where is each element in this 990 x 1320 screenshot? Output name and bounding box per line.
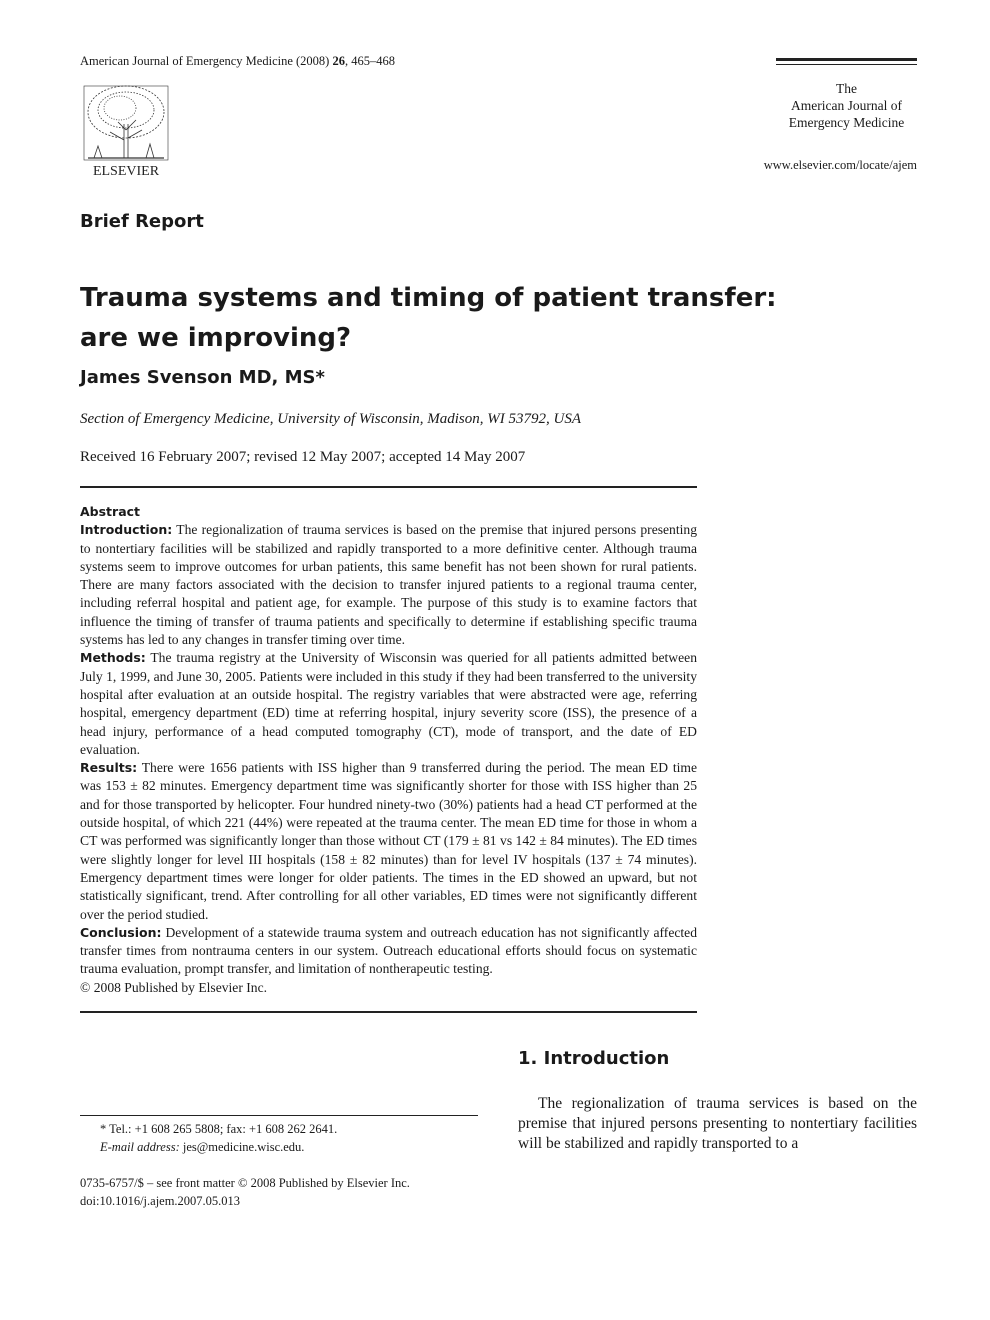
elsevier-tree-logo: [80, 80, 172, 178]
citation-volume: 26: [332, 54, 345, 68]
abstract-introduction: [80, 521, 697, 649]
journal-name-line3: Emergency Medicine: [788, 115, 905, 130]
abstract-methods: [80, 649, 697, 759]
journal-name-line2: American Journal of: [791, 98, 902, 113]
abstract-rule-bottom: [80, 1011, 697, 1013]
footnote-email: [80, 1138, 478, 1156]
introduction-text: The regionalization of trauma services is based on the premise that injured persons presenting to nontertiary facilities will be stabilized and rapidly transported to a more definitive center. Although trauma systems seem to improve outcomes for urban patients, this same benefit has not been shown for rural patients. There are many factors associated with the decision to transfer injured patients to a regional trauma center, including referral hospital and patient age, for example. The purpose of this study is to examine factors that influence the timing of transfer of trauma patients and specifically to determine if establishing specific trauma systems has led to any changes in transfer timing over time.: [80, 522, 697, 648]
email-address[interactable]: jes@medicine.wisc.edu.: [179, 1140, 305, 1154]
introduction-paragraph: The regionalization of trauma services is based on the premise that injured persons presenting to nontertiary facilities will be stabilized and rapidly transported to a: [518, 1095, 917, 1152]
front-matter: [80, 1174, 410, 1210]
doi-line[interactable]: doi:10.1016/j.ajem.2007.05.013: [80, 1194, 241, 1208]
title-line-1: Trauma systems and timing of patient transfer:: [80, 283, 777, 313]
journal-masthead: [776, 80, 917, 131]
conclusion-text: Development of a statewide trauma system and outreach education has not significantly affected transfer times from nontrauma centers in our system. Outreach educational efforts should focus on systematic trauma evaluation, prompt transfer, and limitation of nontherapeutic testing.: [80, 924, 697, 977]
author-footnote: [80, 1120, 478, 1156]
elsevier-wordmark: ELSEVIER: [92, 164, 160, 178]
section-label: Brief Report: [80, 211, 204, 232]
article-dates: Received 16 February 2007; revised 12 May 2007; accepted 14 May 2007: [80, 449, 526, 465]
masthead-rule-thin: [776, 64, 917, 65]
email-label: E-mail address:: [100, 1140, 180, 1154]
author-name[interactable]: James Svenson MD, MS*: [80, 367, 325, 388]
abstract-rule-top: [80, 486, 697, 488]
results-label: Results:: [80, 760, 138, 776]
masthead-rule-thick: [776, 58, 917, 61]
footnote-rule: [80, 1115, 478, 1116]
author-affiliation: Section of Emergency Medicine, University of Wisconsin, Madison, WI 53792, USA: [80, 411, 581, 427]
abstract-results: [80, 759, 697, 924]
citation-prefix: American Journal of Emergency Medicine (2008): [80, 54, 333, 68]
methods-text: The trauma registry at the University of Wisconsin was queried for all patients admitted between July 1, 1999, and June 30, 2005. Patients were included in this study if they had been transferred to the university hospital after evaluation at an outside hospital. The registry variables that were abstracted were age, referring hospital, emergency department (ED) time at referring hospital, injury severity score (ISS), the presence of a head injury, performance of a head computed tomography (CT), mode of transport, and the date of ED evaluation.: [80, 650, 697, 757]
abstract-heading: Abstract: [80, 504, 141, 519]
introduction-heading: 1. Introduction: [518, 1048, 670, 1069]
introduction-label: Introduction:: [80, 522, 173, 538]
title-line-2: are we improving?: [80, 323, 352, 353]
journal-url[interactable]: www.elsevier.com/locate/ajem: [763, 158, 917, 172]
journal-name-line1: The: [836, 81, 857, 96]
article-title: [80, 278, 800, 358]
issn-line: 0735-6757/$ – see front matter © 2008 Published by Elsevier Inc.: [80, 1176, 410, 1190]
abstract-block: [80, 503, 697, 997]
abstract-conclusion: [80, 924, 697, 979]
results-text: There were 1656 patients with ISS higher than 9 transferred during the period. The mean ED time was 153 ± 82 minutes. Emergency department time was significantly shorter for those with ISS higher than 25 and for those transported by helicopter. Four hundred ninety-two (30%) patients had a head CT performed at the outside hospital, of which 221 (44%) were repeated at the trauma center. The mean ED time for those in whom a CT was performed was significantly longer than those without CT (179 ± 81 vs 142 ± 84 minutes). The ED times were slightly longer for level III hospitals (158 ± 82 minutes) than for level IV hospitals (137 ± 74 minutes). Emergency department times were longer for older patients. The times in the ED showed an upward, but not statistically significant, trend. After controlling for all other variables, ED times were not significantly different over the period studied.: [80, 760, 697, 922]
citation-pages: , 465–468: [344, 54, 395, 68]
footnote-contact: * Tel.: +1 608 265 5808; fax: +1 608 262 2641.: [100, 1122, 338, 1136]
abstract-copyright: © 2008 Published by Elsevier Inc.: [80, 979, 268, 995]
methods-label: Methods:: [80, 650, 146, 666]
conclusion-label: Conclusion:: [80, 924, 162, 940]
journal-citation: [80, 54, 395, 69]
